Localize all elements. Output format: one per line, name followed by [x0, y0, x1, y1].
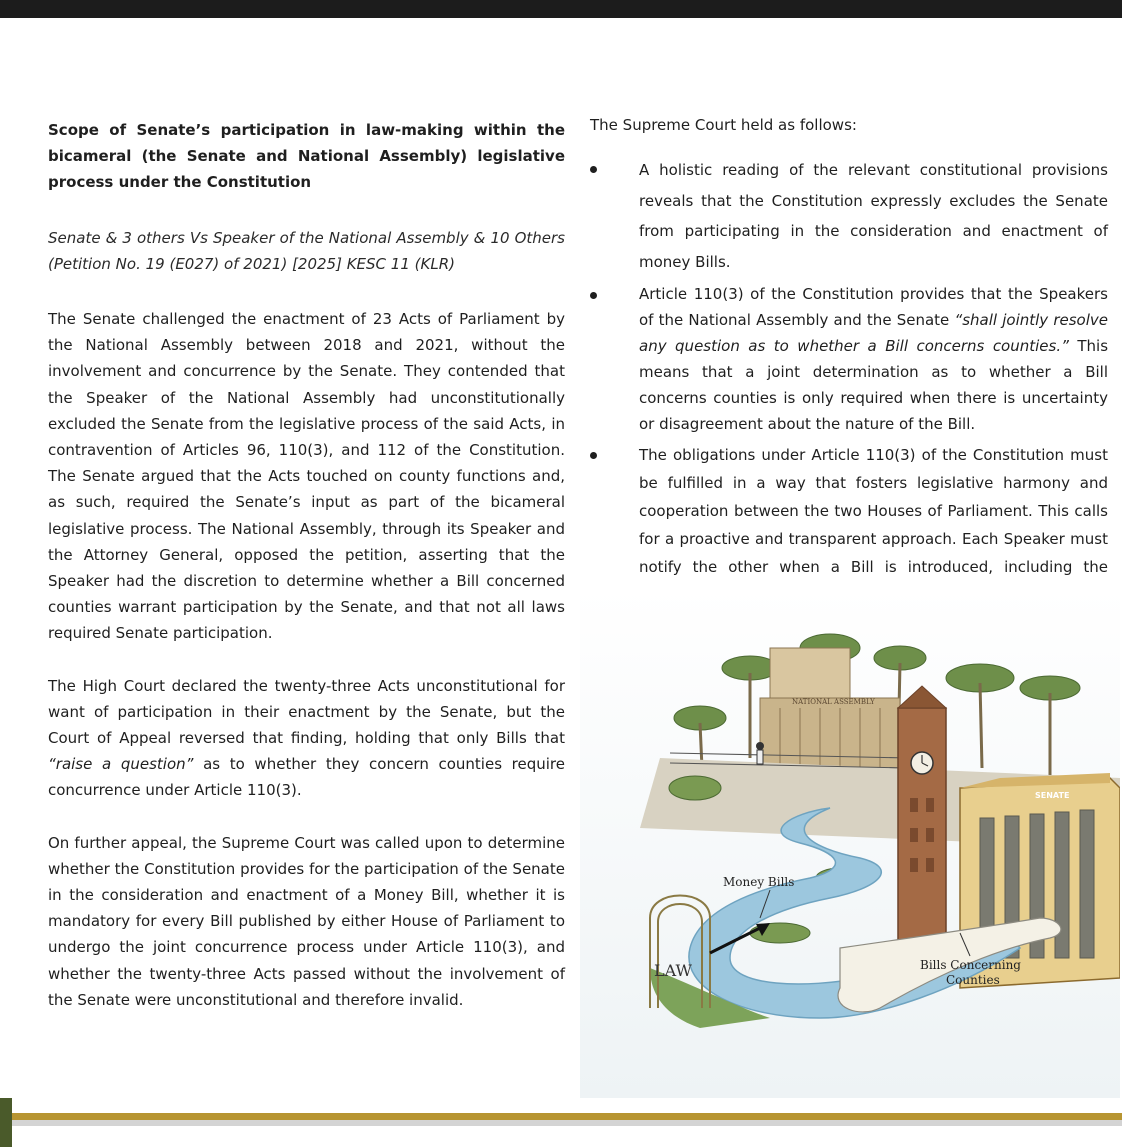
bullet-icon — [590, 452, 597, 459]
footer-gold-rule — [12, 1113, 1122, 1120]
section-heading: Scope of Senate’s participation in law-making within the bicameral (the Senate and National Assembly) legislative process under the Constitution — [48, 121, 565, 191]
quote-article-110: “shall jointly resolve any question as to whether a Bill concerns counties.” — [639, 311, 1108, 355]
quote-raise-a-question: “raise a question” — [48, 755, 194, 774]
paragraph-lower-courts: The High Court declared the twenty-three Acts unconstitutional for want of participation in their enactment by the Senate, but the Court of Appeal reversed that finding, holding that only Bills that “raise a question” as to whether they concern counties require concurrence under Article 110(3). — [48, 676, 565, 800]
national-assembly-sign: NATIONAL ASSEMBLY — [792, 698, 875, 706]
illustration-svg — [580, 588, 1120, 1098]
bullet-icon — [590, 292, 597, 299]
left-column — [48, 117, 565, 1013]
top-bar — [0, 0, 1122, 18]
footer-grey-rule — [12, 1120, 1122, 1126]
money-bills-label: Money Bills — [723, 875, 795, 889]
law-label: LAW — [654, 961, 692, 980]
parliament-illustration — [580, 588, 1120, 1098]
bills-concerning-counties-label-2: Counties — [946, 973, 1000, 987]
holding-item-2: Article 110(3) of the Constitution provides that the Speakers of the National Assembly and the Senate “shall jointly resolve any question as to whether a Bill concerns counties.” This means that a joint determination as to whether a Bill concerns counties is only required when there is uncertainty or disagreement about the nature of the Bill. — [590, 281, 1108, 437]
bullet-icon — [590, 166, 597, 173]
holding-item-3: The obligations under Article 110(3) of the Constitution must be fulfilled in a way that fosters legislative harmony and cooperation between the two Houses of Parliament. This calls for a proactive and transparent approach. Each Speaker must notify the other when a Bill is introduced, including the — [590, 441, 1108, 609]
paragraph-background: The Senate challenged the enactment of 23 Acts of Parliament by the National Assembly between 2018 and 2021, without the involvement and concurrence by the Senate. They contended that the Speaker of the National Assembly had unconstitutionally excluded the Senate from the legislative process of the said Acts, in contravention of Articles 96, 110(3), and 112 of the Constitution. The Senate argued that the Acts touched on county functions and, as such, required the Senate’s input as part of the bicameral legislative process. The National Assembly, through its Speaker and the Attorney General, opposed the petition, asserting that the Speaker had the discretion to determine whether a Bill concerned counties warrant participation by the Senate, and that not all laws required Senate participation. — [48, 310, 565, 643]
paragraph-further-appeal: On further appeal, the Supreme Court was called upon to determine whether the Constitution provides for the participation of the Senate in the consideration and enactment of a Money Bill, whether it is mandatory for every Bill published by either House of Parliament to undergo the joint concurrence process under Article 110(3), and whether the twenty-three Acts passed without the involvement of the Senate were unconstitutional and therefore invalid. — [48, 833, 565, 1009]
case-citation: Senate & 3 others Vs Speaker of the National Assembly & 10 Others (Petition No. 19 (E027) of 2021) [2025] KESC 11 (KLR) — [48, 229, 565, 273]
footer-accent — [0, 1098, 12, 1147]
right-column — [590, 112, 1108, 609]
holdings-list — [590, 155, 1108, 609]
person-figure — [756, 742, 764, 764]
senate-sign: SENATE — [1035, 791, 1070, 800]
holding-item-1: A holistic reading of the relevant constitutional provisions reveals that the Constitution expressly excludes the Senate from participating in the consideration and enactment of money Bills. — [590, 155, 1108, 277]
bills-concerning-counties-label-1: Bills Concerning — [920, 958, 1021, 972]
holding-intro: The Supreme Court held as follows: — [590, 116, 857, 134]
